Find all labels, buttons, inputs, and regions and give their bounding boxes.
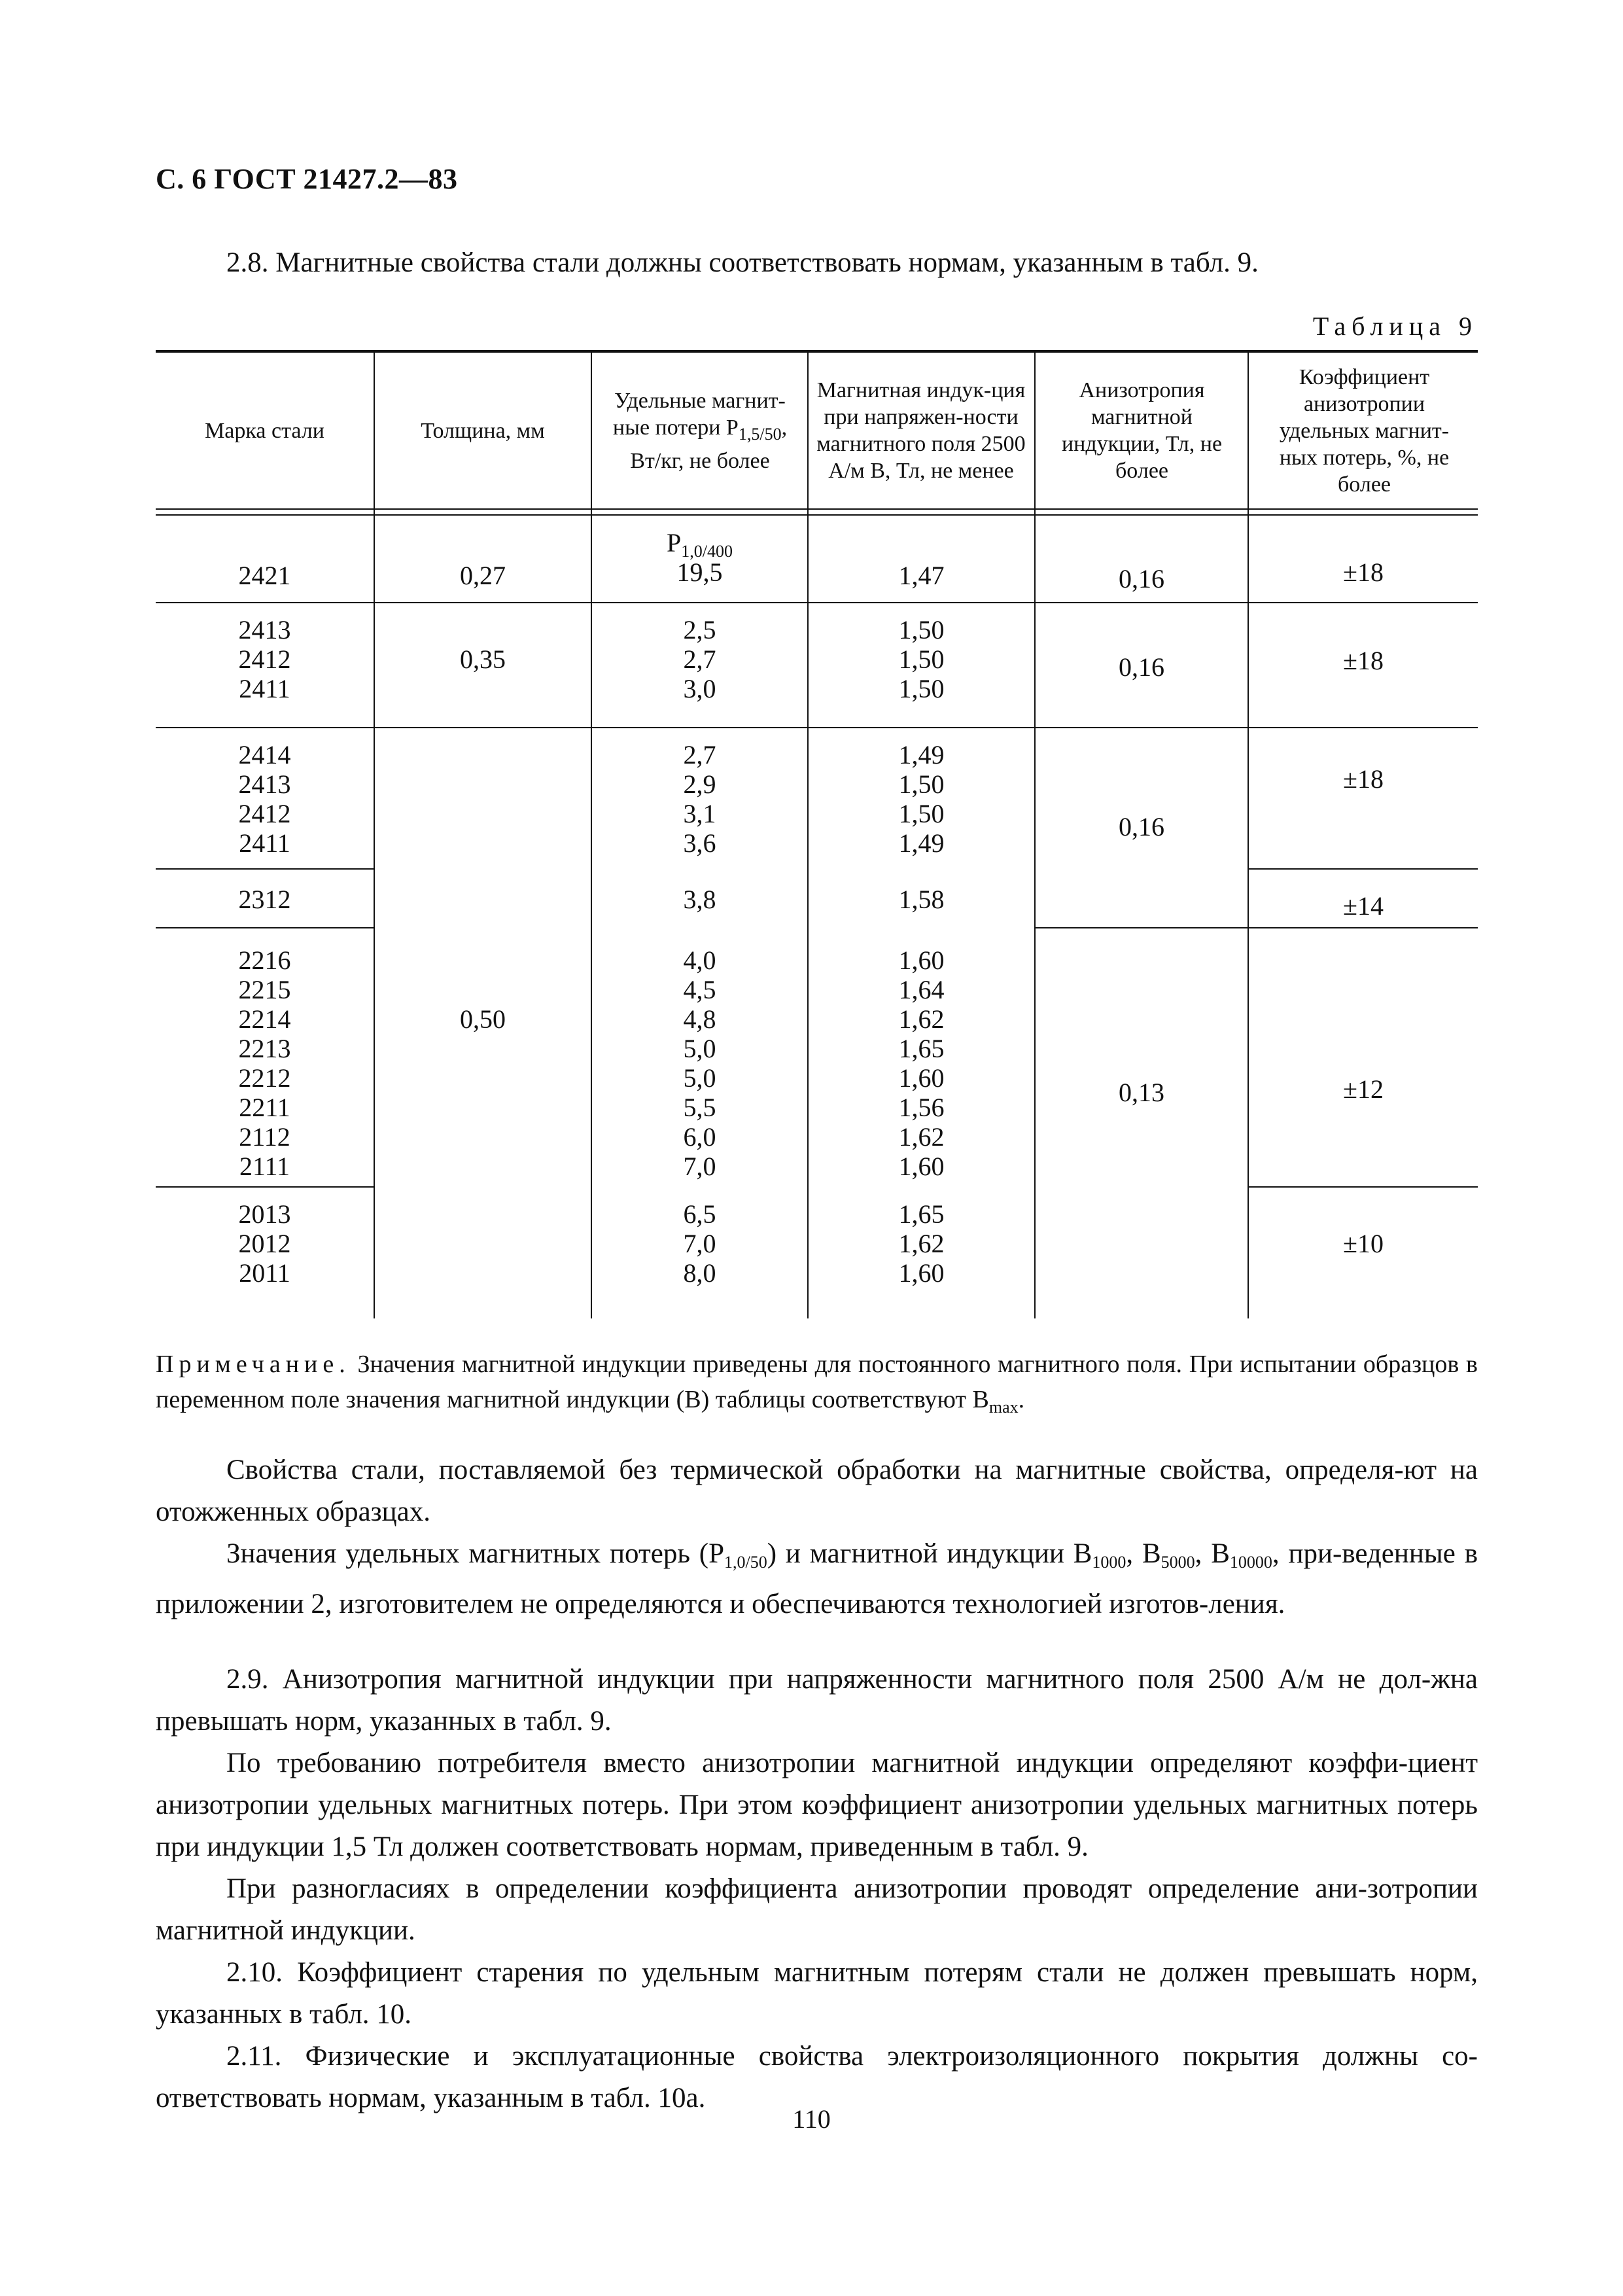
row-rule bbox=[156, 927, 375, 928]
cell-induction: 1,65 bbox=[898, 1199, 945, 1229]
cell-induction: 1,50 bbox=[898, 645, 945, 674]
page-header: С. 6 ГОСТ 21427.2—83 bbox=[156, 163, 458, 195]
header-thickness: Толщина, мм bbox=[421, 418, 545, 443]
cell-loss: 2,7 bbox=[683, 740, 716, 769]
cell-grade: 2012 bbox=[238, 1229, 291, 1258]
cell-grade: 2411 bbox=[239, 674, 290, 703]
cell-grade: 2216 bbox=[238, 945, 291, 975]
row-rule bbox=[1249, 868, 1478, 870]
cell-loss: 3,1 bbox=[683, 799, 716, 828]
table-9 bbox=[156, 350, 1478, 1318]
row-rule bbox=[156, 727, 1478, 728]
cell-induction: 1,50 bbox=[898, 615, 945, 645]
cell-grade: 2421 bbox=[238, 561, 291, 590]
cell-induction: 1,49 bbox=[898, 828, 945, 858]
cell-induction: 1,60 bbox=[898, 1258, 945, 1288]
header-specific-loss bbox=[605, 353, 795, 508]
cell-loss: 3,0 bbox=[683, 674, 716, 703]
table-note: Примечание. Значения магнитной индукции приведены для постоянного магнитного поля. При испытании образцов в переменном поле значения магнитной индукции (B) таблицы соответствуют $B_{max}$. bbox=[156, 1351, 1478, 1417]
cell-grade: 2413 bbox=[238, 615, 291, 645]
cell-grade: 2112 bbox=[239, 1122, 290, 1152]
cell-induction: 1,50 bbox=[898, 799, 945, 828]
page-number: 110 bbox=[792, 2104, 831, 2134]
cell-induction: 1,62 bbox=[898, 1004, 945, 1034]
cell-grade: 2414 bbox=[238, 740, 291, 769]
cell-induction: 1,56 bbox=[898, 1093, 945, 1122]
cell-induction: 1,60 bbox=[898, 1152, 945, 1181]
cell-anisotropy: 0,16 bbox=[1119, 812, 1164, 841]
cell-thickness: 0,35 bbox=[460, 645, 506, 674]
paragraph-2-10: 2.10. Коэффициент старения по удельным магнитным потерям стали не должен превышать норм, указанных в табл. 10. bbox=[156, 1957, 1478, 2030]
cell-loss: 4,5 bbox=[683, 975, 716, 1004]
row-rule bbox=[1249, 1186, 1478, 1188]
cell-induction: 1,58 bbox=[898, 885, 945, 914]
col-rule bbox=[1248, 350, 1249, 1318]
paragraph-2-9: 2.9. Анизотропия магнитной индукции при напряженности магнитного поля 2500 А/м не дол-жна превышать норм, указанных в табл. 9. bbox=[156, 1664, 1478, 1737]
row-rule bbox=[156, 602, 1478, 603]
header-grade: Марка стали bbox=[205, 418, 324, 443]
header-rule-2 bbox=[156, 514, 1478, 516]
cell-grade: 2213 bbox=[238, 1034, 291, 1063]
cell-coefficient: ±18 bbox=[1343, 764, 1384, 794]
cell-loss: 4,0 bbox=[683, 945, 716, 975]
paragraph-1: Свойства стали, поставляемой без термической обработки на магнитные свойства, определя-ют на отожженных образцах. bbox=[156, 1455, 1478, 1527]
cell-grade: 2013 bbox=[238, 1199, 291, 1229]
header-coefficient: Коэффициент анизотропии удельных магнит-ных потерь, %, не более bbox=[1279, 364, 1450, 497]
cell-grade: 2411 bbox=[239, 828, 290, 858]
cell-loss: 2,9 bbox=[683, 769, 716, 799]
header-rule-1 bbox=[156, 508, 1478, 510]
cell-induction: 1,49 bbox=[898, 740, 945, 769]
paragraph-disagreement: При разногласиях в определении коэффициента анизотропии проводят определение ани-зотропии магнитной индукции. bbox=[156, 1873, 1478, 1946]
note-sub: max bbox=[988, 1398, 1019, 1417]
cell-coefficient: ±18 bbox=[1343, 557, 1384, 587]
row-rule bbox=[156, 868, 375, 870]
header-loss-sub: 1,5/50 bbox=[738, 424, 782, 444]
cell-induction: 1,47 bbox=[898, 561, 945, 590]
cell-grade: 2215 bbox=[238, 975, 291, 1004]
cell-loss: 6,0 bbox=[683, 1122, 716, 1152]
cell-grade: 2011 bbox=[239, 1258, 290, 1288]
loss-condition-label: $P_{1,0/400}$ bbox=[667, 528, 733, 561]
cell-loss: 3,8 bbox=[683, 885, 716, 914]
header-loss-prefix: Удельные магнит-ные потери P bbox=[612, 388, 786, 440]
paragraph-2-11: 2.11. Физические и эксплуатационные свойства электроизоляционного покрытия должны со-ответствовать нормам, указанным в табл. 10а. bbox=[156, 2041, 1478, 2113]
header-anisotropy: Анизотропия магнитной индукции, Тл, не более bbox=[1061, 378, 1223, 483]
cell-anisotropy: 0,13 bbox=[1119, 1078, 1164, 1107]
cell-loss: 2,5 bbox=[683, 615, 716, 645]
intro-paragraph: 2.8. Магнитные свойства стали должны соответствовать нормам, указанным в табл. 9. bbox=[226, 247, 1259, 278]
cell-thickness: 0,27 bbox=[460, 561, 506, 590]
cell-grade: 2214 bbox=[238, 1004, 291, 1034]
cell-induction: 1,62 bbox=[898, 1229, 945, 1258]
cell-coefficient: ±18 bbox=[1343, 646, 1384, 675]
cell-induction: 1,60 bbox=[898, 945, 945, 975]
note-label: Примечание. bbox=[156, 1351, 351, 1378]
cell-grade: 2413 bbox=[238, 769, 291, 799]
row-rule bbox=[156, 1186, 375, 1188]
cell-induction: 1,64 bbox=[898, 975, 945, 1004]
cell-coefficient: ±14 bbox=[1343, 891, 1384, 921]
cell-grade: 2212 bbox=[238, 1063, 291, 1093]
cell-loss: 5,0 bbox=[683, 1034, 716, 1063]
cell-loss: 19,5 bbox=[676, 557, 723, 587]
table-caption: Таблица 9 bbox=[1312, 311, 1478, 341]
header-induction: Магнитная индук-ция при напряжен-ности магнитного поля 2500 А/м B, Тл, не менее bbox=[816, 378, 1026, 483]
cell-loss: 6,5 bbox=[683, 1199, 716, 1229]
cell-loss: 7,0 bbox=[683, 1152, 716, 1181]
cell-anisotropy: 0,16 bbox=[1119, 564, 1164, 593]
cell-loss: 2,7 bbox=[683, 645, 716, 674]
cell-coefficient: ±12 bbox=[1343, 1074, 1384, 1104]
cell-anisotropy: 0,16 bbox=[1119, 652, 1164, 682]
cell-loss: 7,0 bbox=[683, 1229, 716, 1258]
cell-grade: 2412 bbox=[238, 645, 291, 674]
cell-grade: 2211 bbox=[239, 1093, 290, 1122]
cell-grade: 2412 bbox=[238, 799, 291, 828]
cell-grade: 2111 bbox=[239, 1152, 290, 1181]
cell-induction: 1,50 bbox=[898, 769, 945, 799]
cell-induction: 1,60 bbox=[898, 1063, 945, 1093]
cell-loss: 5,0 bbox=[683, 1063, 716, 1093]
cell-induction: 1,50 bbox=[898, 674, 945, 703]
cell-loss: 3,6 bbox=[683, 828, 716, 858]
cell-loss: 5,5 bbox=[683, 1093, 716, 1122]
cell-coefficient: ±10 bbox=[1343, 1229, 1384, 1258]
cell-thickness: 0,50 bbox=[460, 1004, 506, 1034]
header-loss-suffix: , Вт/кг, не более bbox=[630, 415, 788, 473]
paragraph-2: Значения удельных магнитных потерь $(P_{1,0/50})$ и магнитной индукции $B_{1000}$, $B_{5000}$, $B_{10000}$, при-веденные в приложении 2, изготовителем не определяются и обеспечиваются технологией изготов-ления. bbox=[156, 1538, 1478, 1619]
cell-loss: 4,8 bbox=[683, 1004, 716, 1034]
cell-grade: 2312 bbox=[238, 885, 291, 914]
cell-induction: 1,65 bbox=[898, 1034, 945, 1063]
cell-loss: 8,0 bbox=[683, 1258, 716, 1288]
note-text: Значения магнитной индукции приведены для постоянного магнитного поля. При испытании образцов в переменном поле значения магнитной индукции (B) таблицы соответствуют B bbox=[156, 1351, 1478, 1413]
paragraph-consumer-requirement: По требованию потребителя вместо анизотропии магнитной индукции определяют коэффи-циент анизотропии удельных магнитных потерь. При этом коэффициент анизотропии удельных магнитных потерь при индукции 1,5 Тл должен соответствовать нормам, приведенным в табл. 9. bbox=[156, 1748, 1478, 1862]
row-rule bbox=[1034, 927, 1478, 928]
cell-induction: 1,62 bbox=[898, 1122, 945, 1152]
